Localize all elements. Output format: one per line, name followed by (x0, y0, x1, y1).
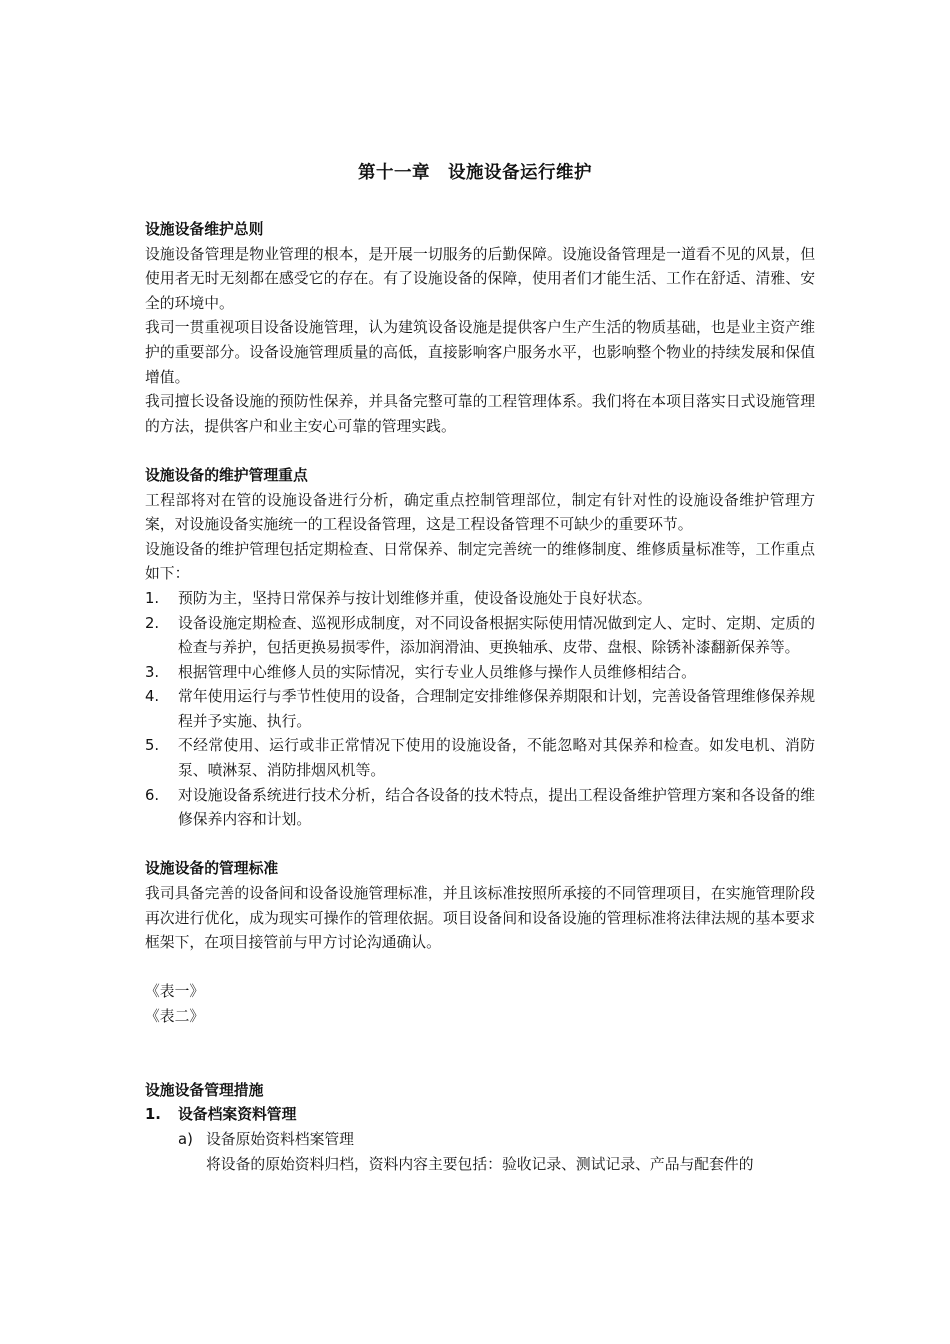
section-heading-measures: 设施设备管理措施 (145, 1081, 264, 1099)
list-item: 3. 根据管理中心维修人员的实际情况，实行专业人员维修与操作人员维修相结合。 (145, 663, 696, 681)
table-ref-1: 《表一》 (145, 983, 205, 1001)
section-heading-standard: 设施设备的管理标准 (145, 860, 279, 878)
section-heading-focus: 设施设备的维护管理重点 (145, 466, 308, 484)
subsection-item-text: 将设备的原始资料归档，资料内容主要包括：验收记录、测试记录、产品与配套件的 (206, 1155, 754, 1173)
list-item: 4. 常年使用运行与季节性使用的设备，合理制定安排维修保养期限和计划，完善设备管理维修保养规程并予实施、执行。 (145, 688, 815, 730)
section-heading-general: 设施设备维护总则 (145, 221, 264, 238)
paragraph: 工程部将对在管的设施设备进行分析，确定重点控制管理部位，制定有针对性的设施设备维护管理方案，对设施设备实施统一的工程设备管理，这是工程设备管理不可缺少的重要环节。 (145, 491, 815, 534)
subsection-item-title: a) 设备原始资料档案管理 (178, 1130, 354, 1148)
paragraph: 设施设备的维护管理包括定期检查、日常保养、制定完善统一的维修制度、维修质量标准等，工作重点如下： (145, 540, 815, 583)
paragraph: 设施设备管理是物业管理的根本，是开展一切服务的后勤保障。设施设备管理是一道看不见的风景，但使用者无时无刻都在感受它的存在。有了设施设备的保障，使用者们才能生活、工作在舒适、清雅、安全的环境中。 (145, 245, 815, 312)
list-item: 1. 预防为主，坚持日常保养与按计划维修并重，使设备设施处于良好状态。 (145, 589, 652, 607)
paragraph: 我司一贯重视项目设备设施管理，认为建筑设备设施是提供客户生产生活的物质基础，也是业主资产维护的重要部分。设备设施管理质量的高低，直接影响客户服务水平，也影响整个物业的持续发展和保值增值。 (145, 319, 815, 386)
paragraph: 我司擅长设备设施的预防性保养，并具备完整可靠的工程管理体系。我们将在本项目落实日式设施管理的方法，提供客户和业主安心可靠的管理实践。 (145, 393, 815, 435)
chapter-title: 第十一章 设施设备运行维护 (358, 163, 592, 183)
paragraph: 我司具备完善的设备间和设备设施管理标准，并且该标准按照所承接的不同管理项目，在实施管理阶段再次进行优化，成为现实可操作的管理依据。项目设备间和设备设施的管理标准将法律法规的基本要求框架下，在项目接管前与甲方讨论沟通确认。 (145, 885, 815, 952)
document-body (145, 218, 815, 1177)
list-item: 2. 设备设施定期检查、巡视形成制度，对不同设备根据实际使用情况做到定人、定时、定期、定质的检查与养护，包括更换易损零件，添加润滑油、更换轴承、皮带、盘根、除锈补漆翻新保养等。 (145, 614, 815, 657)
table-ref-2: 《表二》 (145, 1008, 205, 1025)
focus-list (145, 587, 815, 833)
list-item: 6. 对设施设备系统进行技术分析，结合各设备的技术特点，提出工程设备维护管理方案和各设备的维修保养内容和计划。 (145, 786, 815, 829)
subsection-heading: 1. 设备档案资料管理 (145, 1106, 297, 1124)
list-item: 5. 不经常使用、运行或非正常情况下使用的设施设备，不能忽略对其保养和检查。如发电机、消防泵、喷淋泵、消防排烟风机等。 (145, 737, 815, 780)
